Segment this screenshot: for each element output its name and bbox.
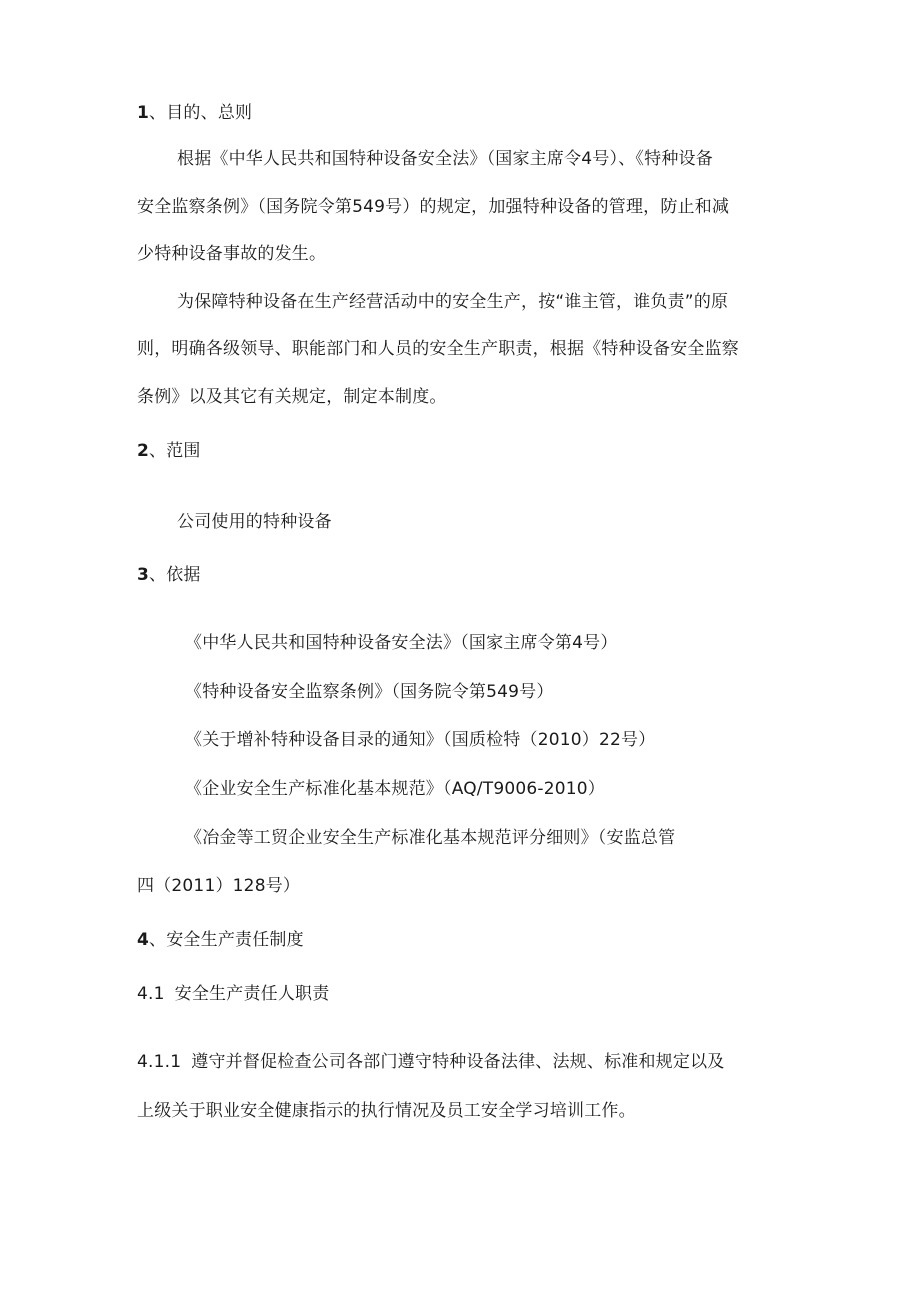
section-number: 1 [137, 103, 150, 123]
paragraph-line: 则，明确各级领导、职能部门和人员的安全生产职责，根据《特种设备安全监察 [137, 339, 739, 359]
item-text: 遵守并督促检查公司各部门遵守特种设备法律、法规、标准和规定以及 [191, 1052, 725, 1072]
section-number: 4 [137, 930, 150, 950]
section-3-heading [137, 564, 201, 586]
subsection-4-1-heading [137, 983, 329, 1005]
paragraph-line: 为保障特种设备在生产经营活动中的安全生产，按“谁主管，谁负责”的原 [177, 292, 729, 312]
reference-item: 《企业安全生产标准化基本规范》（AQ/T9006-2010） [185, 779, 605, 799]
section-1-heading [137, 102, 252, 124]
section-4-heading [137, 929, 304, 951]
reference-item: 《冶金等工贸企业安全生产标准化基本规范评分细则》（安监总管 [185, 828, 676, 848]
paragraph-line: 公司使用的特种设备 [177, 512, 332, 532]
reference-item: 《关于增补特种设备目录的通知》（国质检特（2010）22号） [185, 730, 656, 750]
paragraph-line: 少特种设备事故的发生。 [137, 244, 327, 264]
paragraph-line: 条例》以及其它有关规定，制定本制度。 [137, 387, 447, 407]
section-title: 、依据 [149, 565, 201, 585]
reference-item-continuation: 四（2011）128号） [137, 876, 301, 896]
item-4-1-1-continuation: 上级关于职业安全健康指示的执行情况及员工安全学习培训工作。 [137, 1101, 636, 1121]
paragraph-line: 安全监察条例》（国务院令第549号）的规定，加强特种设备的管理，防止和减 [137, 197, 730, 217]
section-title: 、范围 [149, 441, 201, 461]
section-title: 、安全生产责任制度 [149, 930, 304, 950]
section-number: 3 [137, 565, 150, 585]
item-number: 4.1.1 [137, 1052, 182, 1072]
section-2-heading [137, 440, 201, 462]
subsection-number: 4.1 [137, 984, 165, 1004]
section-number: 2 [137, 441, 150, 461]
paragraph-line: 根据《中华人民共和国特种设备安全法》（国家主席令4号）、《特种设备 [177, 149, 713, 169]
section-title: 、目的、总则 [149, 103, 253, 123]
reference-item: 《特种设备安全监察条例》（国务院令第549号） [185, 682, 554, 702]
item-4-1-1-line [137, 1051, 724, 1073]
reference-item: 《中华人民共和国特种设备安全法》（国家主席令第4号） [185, 633, 618, 653]
subsection-title: 安全生产责任人职责 [174, 984, 330, 1004]
